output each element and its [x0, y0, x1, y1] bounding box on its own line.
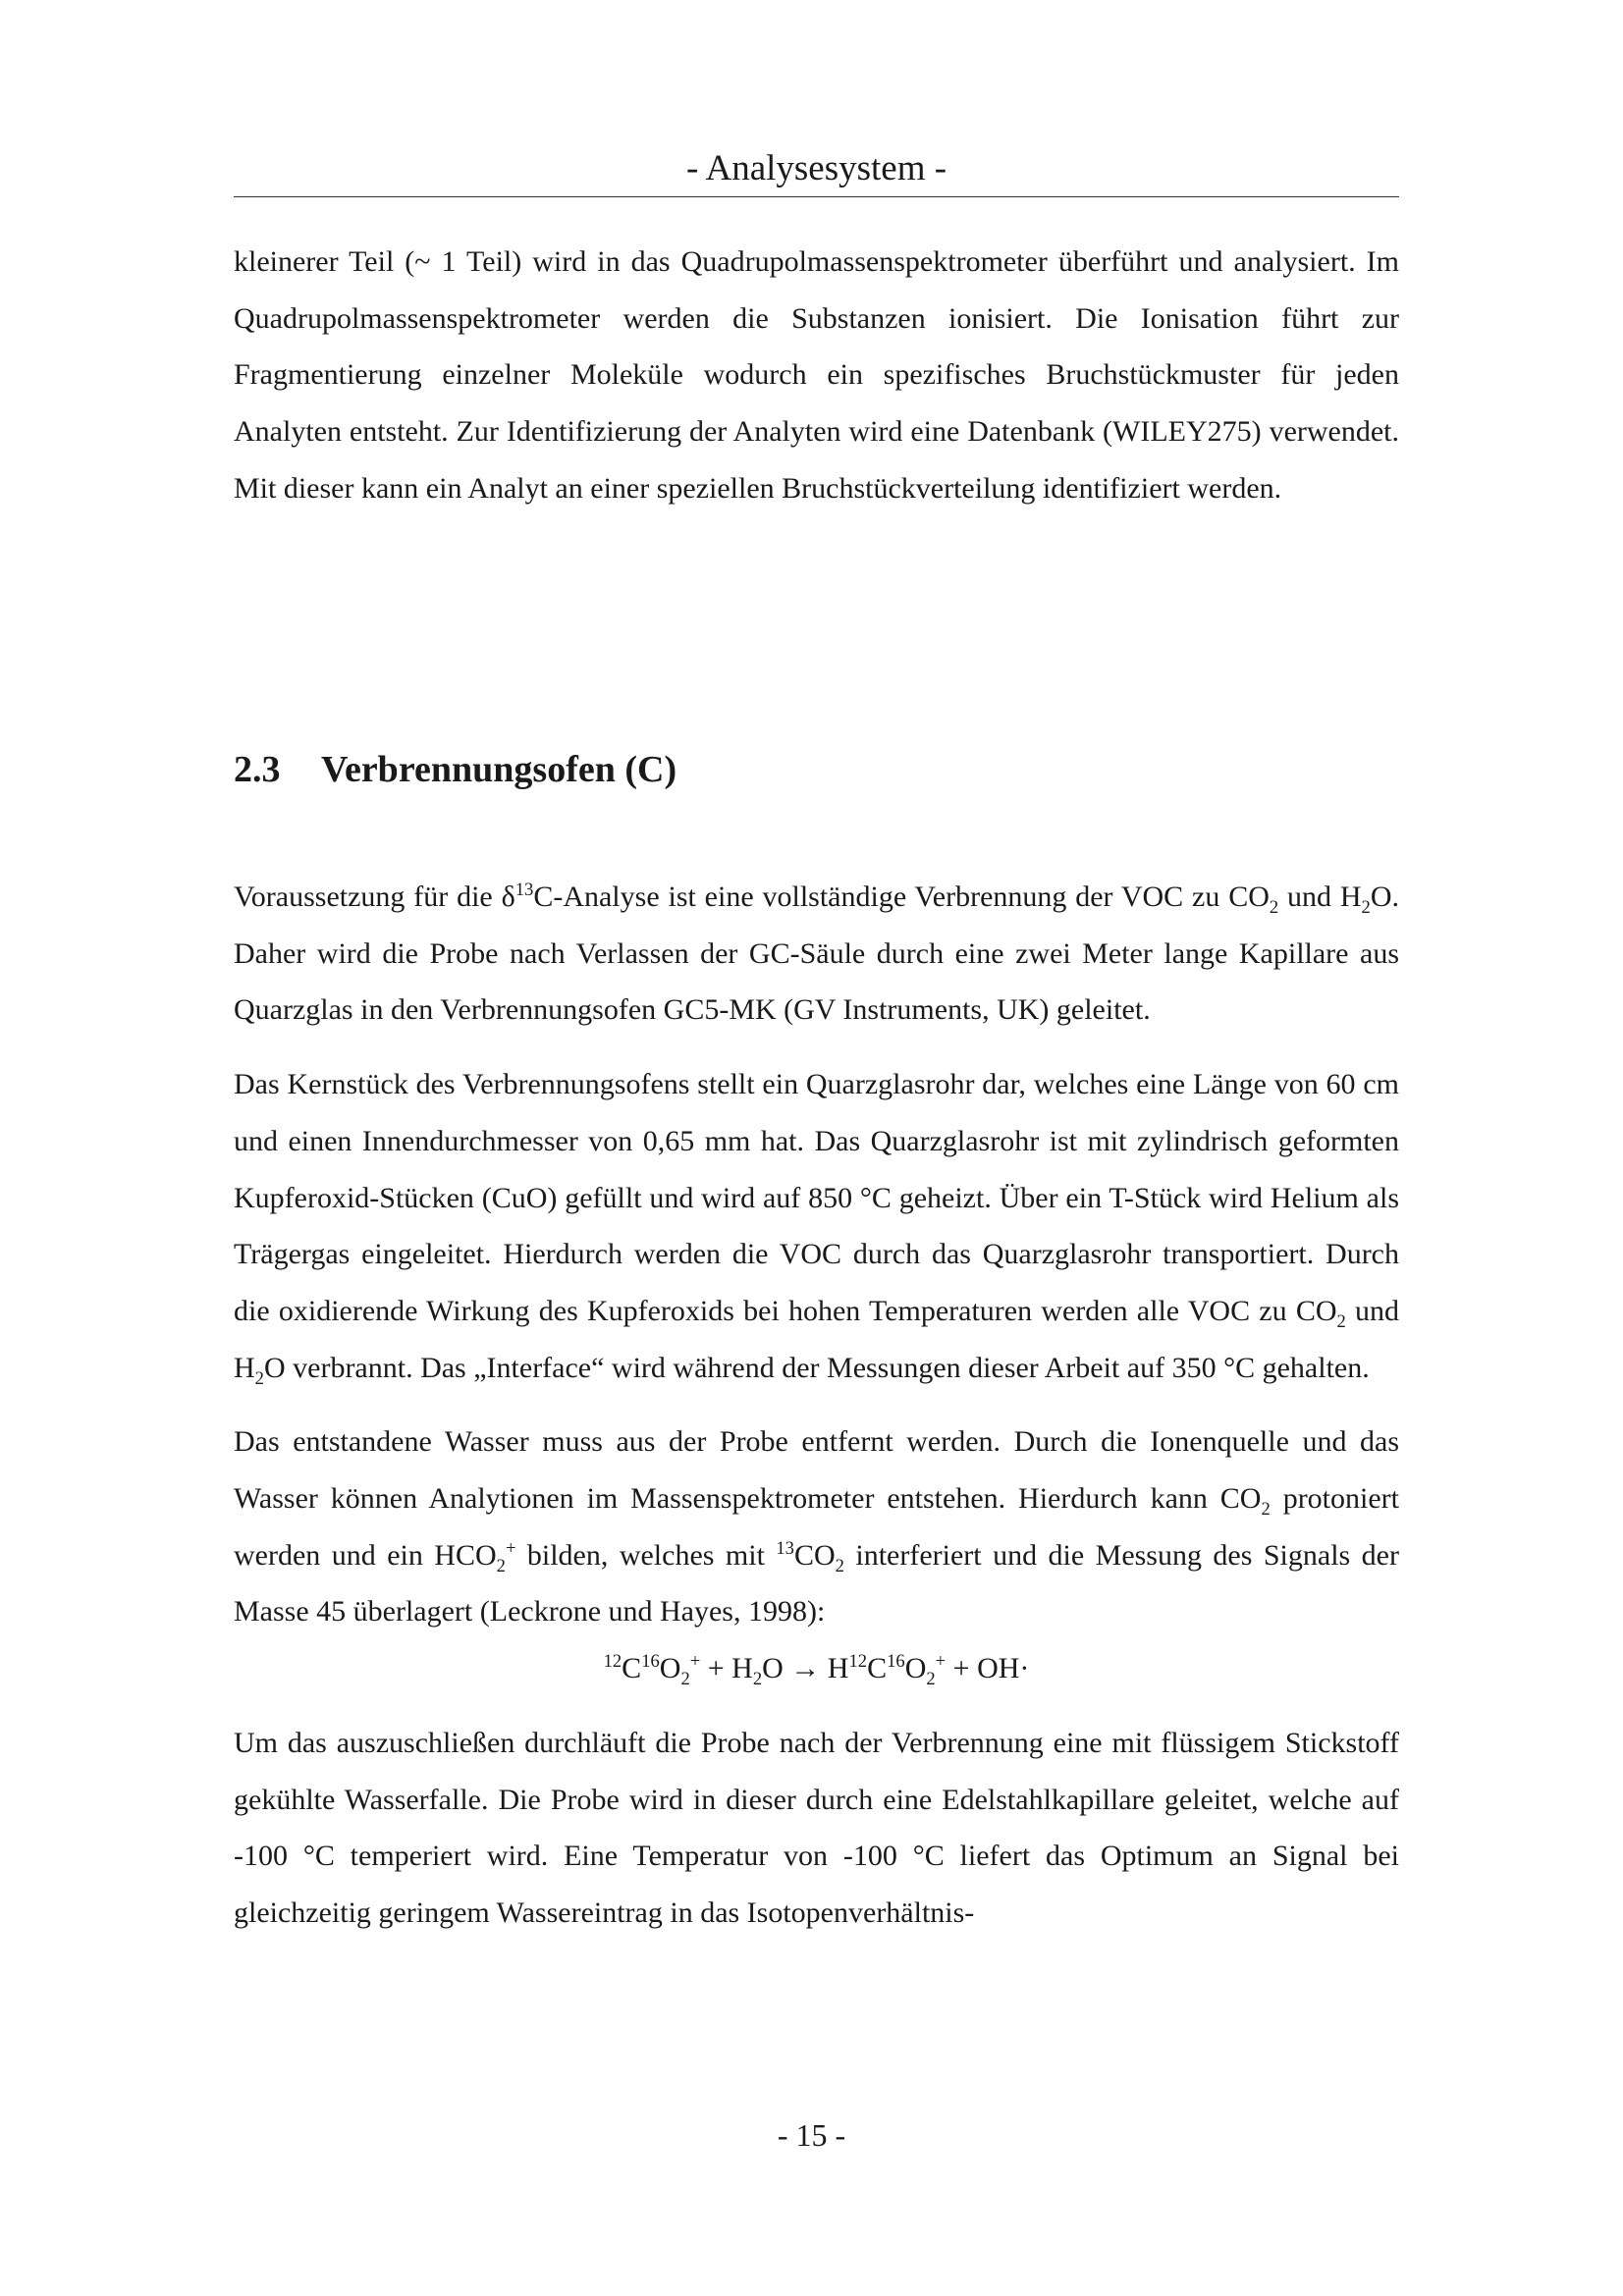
section-number: 2.3 — [234, 749, 281, 790]
running-header: - Analysesystem - — [234, 147, 1399, 197]
intro-paragraph-block — [234, 234, 1399, 517]
section-title: Verbrennungsofen (C) — [321, 749, 677, 790]
paragraph-water-removal: Das entstandene Wasser muss aus der Probe entfernt werden. Durch die Ionenquelle und das Wasser können Analytionen im Massenspektrometer entstehen. Hierdurch kann $CO_2$ protoniert werden und ein $HCO_2^+$ bilden, welches mit $^{13}CO_2$ interferiert und die Messung des Signals der Masse 45 überlagert (Leckrone und Hayes, 1998): — [234, 1425, 1399, 1629]
intro-paragraph: kleinerer Teil (~ 1 Teil) wird in das Quadrupolmassenspektrometer überführt und analysiert. Im Quadrupolmassenspektrometer werden die Substanzen ionisiert. Die Ionisation führt zur Fragmentierung einzelner Moleküle wodurch ein spezifisches Bruchstückmuster für jeden Analyten entsteht. Zur Identifizierung der Analyten wird eine Datenbank (WILEY275) verwendet. Mit dieser kann ein Analyt an einer speziellen Bruchstückverteilung identifiziert werden. — [234, 245, 1399, 505]
page-number: - 15 - — [777, 2117, 846, 2153]
section-body — [234, 869, 1399, 1942]
reaction-equation: $^{12}C^{16}O_2^+ + H_2O \to H^{12}C^{16}O_2^+ + OH\cdot$ — [603, 1651, 1030, 1690]
paragraph-water-trap: Um das auszuschließen durchläuft die Probe nach der Verbrennung eine mit flüssigem Stickstoff gekühlte Wasserfalle. Die Probe wird in dieser durch eine Edelstahlkapillare geleitet, welche auf -100 °C temperiert wird. Eine Temperatur von -100 °C liefert das Optimum an Signal bei gleichzeitig geringem Wassereintrag in das Isotopenverhältnis- — [234, 1726, 1399, 1929]
paragraph-combustion-prerequisite: Voraussetzung für die $\delta^{13}C$-Analyse ist eine vollständige Verbrennung der VOC zu $CO_2$ und $H_2O$. Daher wird die Probe nach Verlassen der GC-Säule durch eine zwei Meter lange Kapillare aus Quarzglas in den Verbrennungsofen GC5-MK (GV Instruments, UK) geleitet. — [234, 880, 1400, 1027]
section-heading — [234, 746, 676, 793]
paragraph-quartz-tube: Das Kernstück des Verbrennungsofens stellt ein Quarzglasrohr dar, welches eine Länge von 60 cm und einen Innendurchmesser von 0,65 mm hat. Das Quarzglasrohr ist mit zylindrisch geformten Kupferoxid-Stücken (CuO) gefüllt und wird auf 850 °C geheizt. Über ein T-Stück wird Helium als Trägergas eingeleitet. Hierdurch werden die VOC durch das Quarzglasrohr transportiert. Durch die oxidierende Wirkung des Kupferoxids bei hohen Temperaturen werden alle VOC zu $CO_2$ und $H_2O$ verbrannt. Das „Interface“ wird während der Messungen dieser Arbeit auf 350 °C gehalten. — [234, 1068, 1399, 1389]
